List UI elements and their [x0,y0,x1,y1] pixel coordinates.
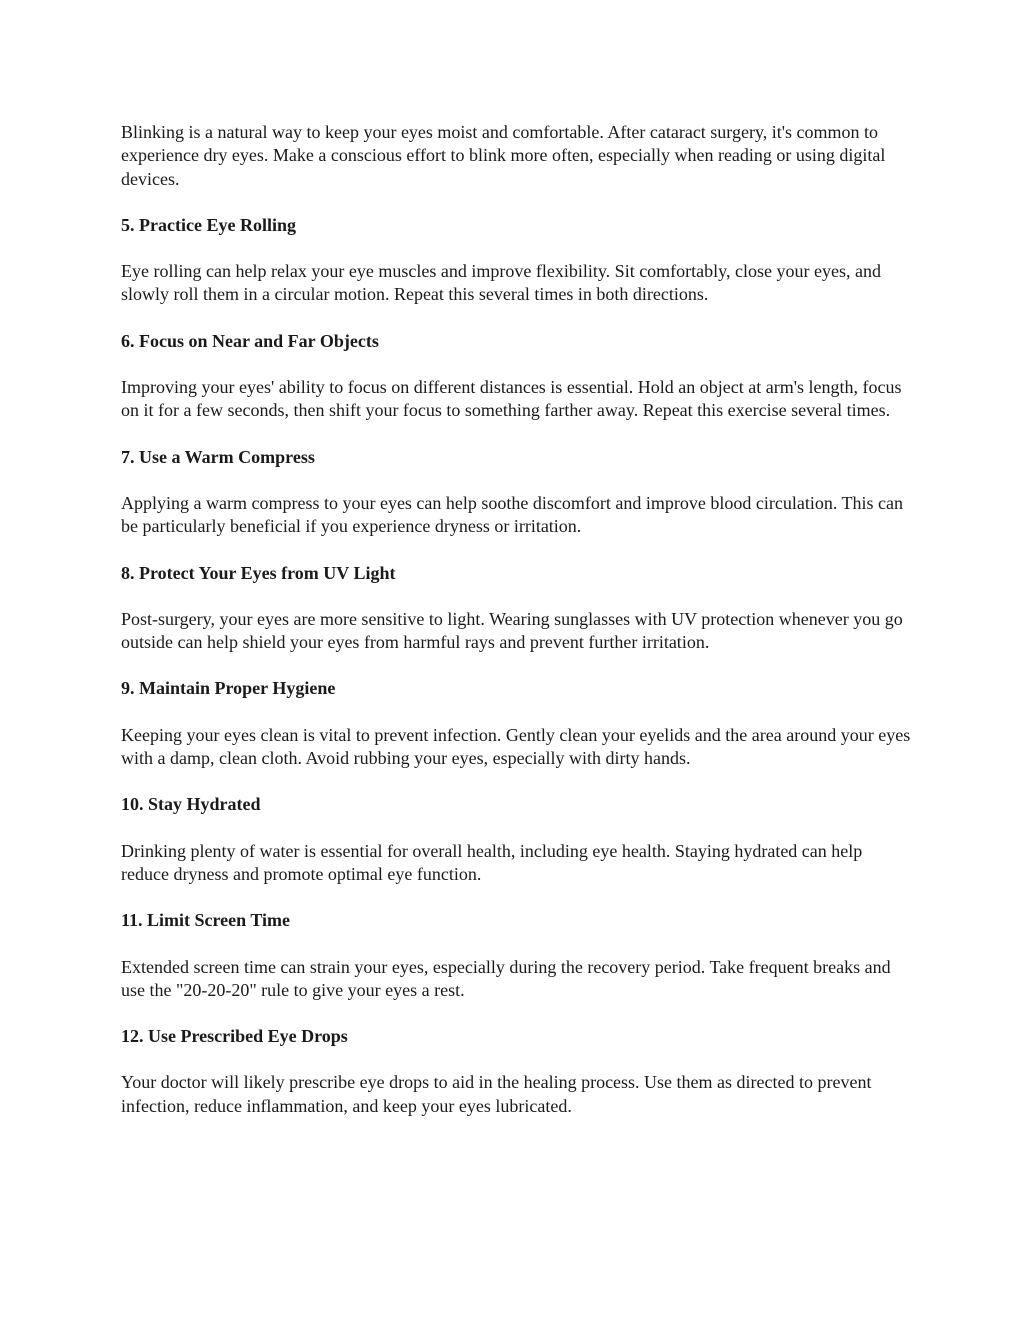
section-body-11: Extended screen time can strain your eyes, especially during the recovery period. Take frequent breaks and use the "20-20-20" rule to give your eyes a rest. [121,956,891,1000]
section-body-9: Keeping your eyes clean is vital to prevent infection. Gently clean your eyelids and the area around your eyes with a damp, clean cloth. Avoid rubbing your eyes, especially with dirty hands. [121,724,911,769]
document-page [121,121,911,1118]
section-body-5: Eye rolling can help relax your eye muscles and improve flexibility. Sit comfortably, close your eyes, and slowly roll them in a circular motion. Repeat this several times in both directions. [121,261,881,305]
section-heading-8: 8. Protect Your Eyes from UV Light [121,562,396,583]
section-body-7: Applying a warm compress to your eyes can help soothe discomfort and improve blood circulation. This can be particularly beneficial if you experience dryness or irritation. [121,492,903,537]
section-body-12: Your doctor will likely prescribe eye drops to aid in the healing process. Use them as directed to prevent infection, reduce inflammation, and keep your eyes lubricated. [121,1072,872,1116]
section-heading-5: 5. Practice Eye Rolling [121,214,296,235]
section-heading-9: 9. Maintain Proper Hygiene [121,678,336,699]
section-body-10: Drinking plenty of water is essential for overall health, including eye health. Staying hydrated can help reduce dryness and promote optimal eye function. [121,840,863,884]
section-heading-10: 10. Stay Hydrated [121,794,261,815]
section-heading-6: 6. Focus on Near and Far Objects [121,330,379,351]
section-body-8: Post-surgery, your eyes are more sensitive to light. Wearing sunglasses with UV protection whenever you go outside can help shield your eyes from harmful rays and prevent further irritation. [121,608,903,653]
intro-paragraph: Blinking is a natural way to keep your eyes moist and comfortable. After cataract surgery, it's common to experience dry eyes. Make a conscious effort to blink more often, especially when reading or using digital devices. [121,122,886,189]
section-heading-7: 7. Use a Warm Compress [121,446,315,467]
section-heading-12: 12. Use Prescribed Eye Drops [121,1026,348,1047]
section-body-6: Improving your eyes' ability to focus on different distances is essential. Hold an object at arm's length, focus on it for a few seconds, then shift your focus to something farther away. Repeat this exercise several times. [121,377,902,421]
section-heading-11: 11. Limit Screen Time [121,910,290,931]
